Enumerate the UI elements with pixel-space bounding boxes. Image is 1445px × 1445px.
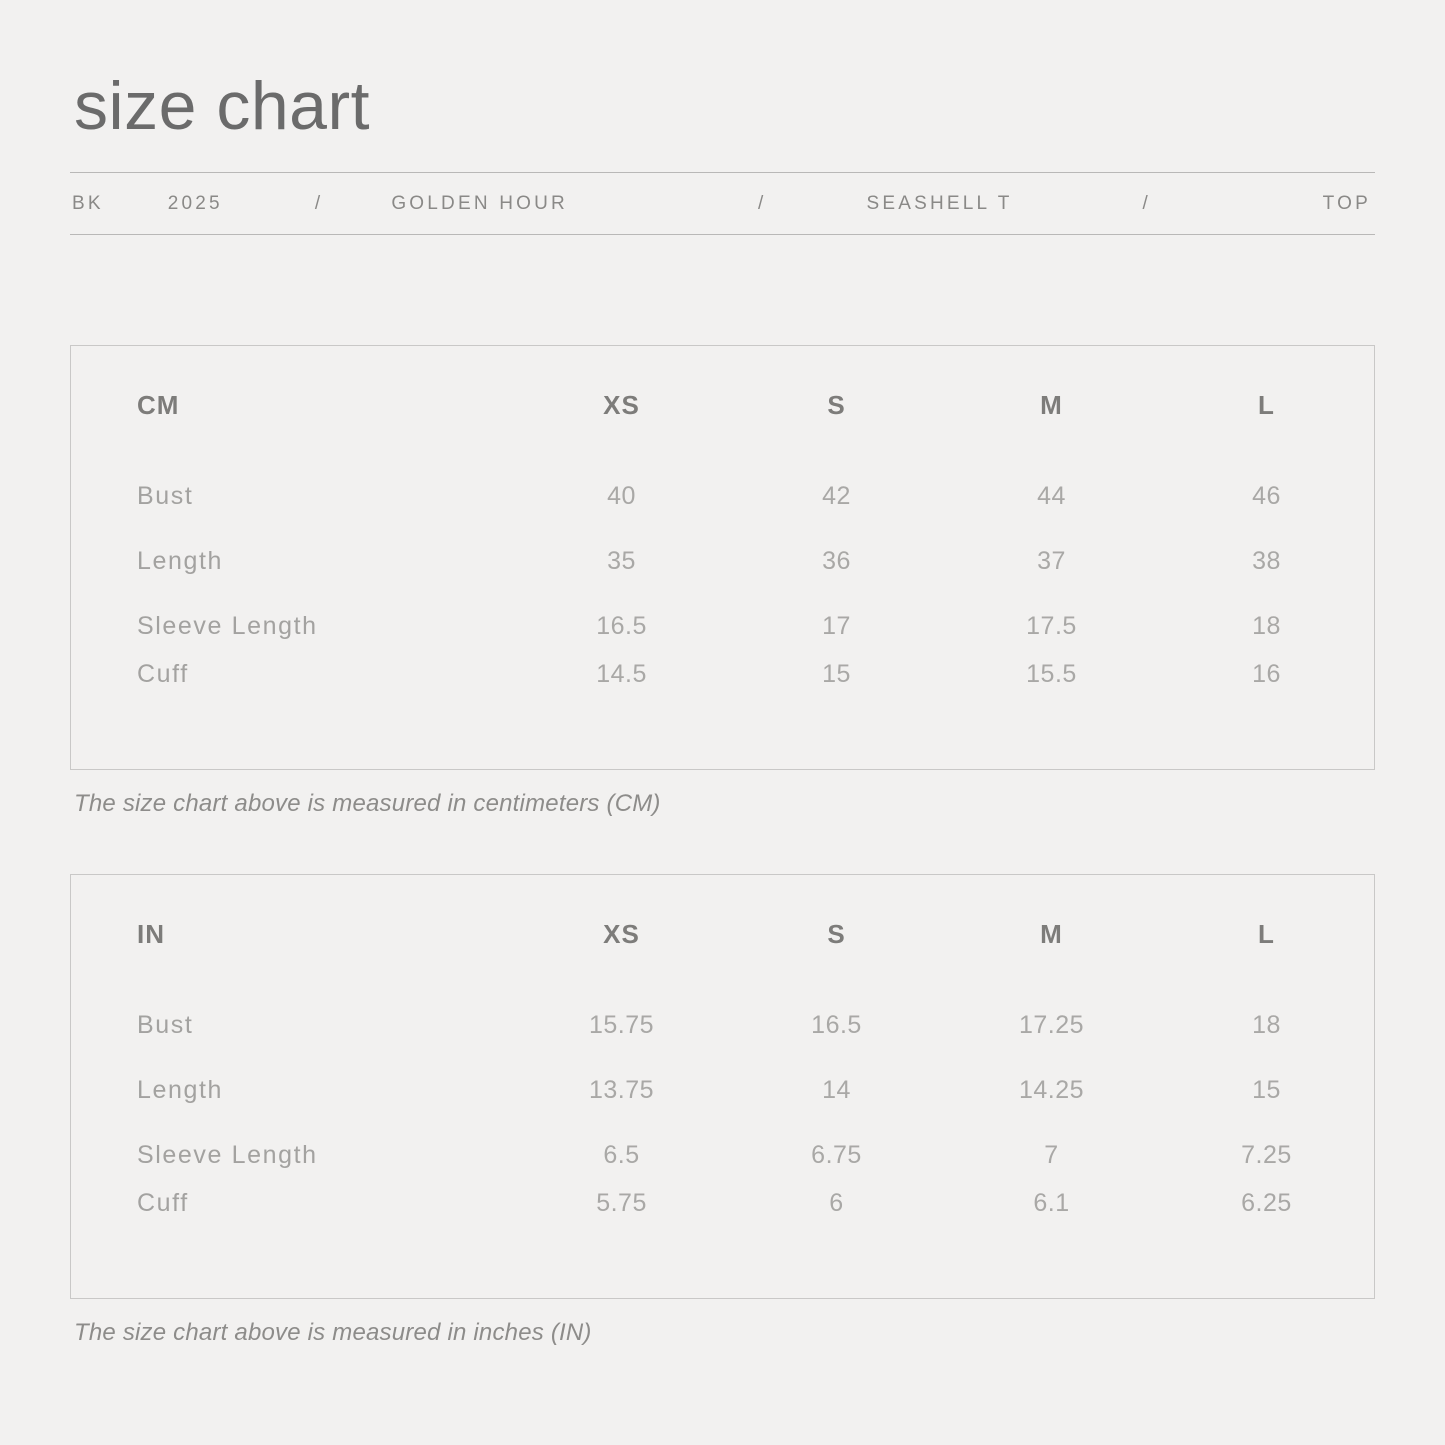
page-title: size chart — [74, 68, 370, 144]
table-row — [71, 594, 1374, 659]
cell-length-xs: 13.75 — [588, 1076, 655, 1104]
breadcrumb-brand: BK — [72, 192, 104, 214]
cell-cuff-xs: 5.75 — [596, 1189, 647, 1217]
cell-cuff-m: 6.1 — [1033, 1189, 1070, 1217]
column-header-s: S — [827, 389, 846, 420]
cell-length-m: 37 — [1037, 547, 1066, 575]
caption-in: The size chart above is measured in inches (IN) — [74, 1319, 592, 1346]
table-row — [71, 464, 1374, 529]
breadcrumb-separator: / — [314, 192, 324, 214]
cell-cuff-xs: 14.5 — [596, 660, 647, 688]
size-table-cm — [70, 345, 1375, 770]
table-header-row — [71, 346, 1374, 464]
cell-bust-l: 46 — [1252, 482, 1281, 510]
breadcrumb — [70, 173, 1375, 235]
row-label-length: Length — [137, 1076, 224, 1104]
cell-sleeve-xs: 16.5 — [596, 612, 647, 640]
cell-bust-s: 42 — [822, 482, 851, 510]
cell-cuff-l: 6.25 — [1241, 1189, 1292, 1217]
size-table-in — [70, 874, 1375, 1299]
cell-length-xs: 35 — [607, 547, 636, 575]
row-label-cuff: Cuff — [137, 1189, 189, 1217]
table-row — [71, 1058, 1374, 1123]
measurements-table-in — [71, 875, 1374, 1298]
breadcrumb-collection: GOLDEN HOUR — [391, 192, 568, 214]
column-header-xs: XS — [603, 918, 640, 949]
table-row — [71, 993, 1374, 1058]
cell-sleeve-s: 17 — [822, 612, 851, 640]
column-header-m: M — [1040, 389, 1063, 420]
cell-length-l: 15 — [1252, 1076, 1281, 1104]
cell-cuff-m: 15.5 — [1026, 660, 1077, 688]
column-header-l: L — [1258, 389, 1275, 420]
cell-length-m: 14.25 — [1018, 1076, 1085, 1104]
cell-sleeve-s: 6.75 — [811, 1141, 862, 1169]
row-label-sleeve-length: Sleeve Length — [137, 1141, 318, 1169]
table-row — [71, 1188, 1374, 1298]
unit-label-in: IN — [137, 918, 165, 949]
column-header-xs: XS — [603, 389, 640, 420]
cell-bust-l: 18 — [1252, 1011, 1281, 1039]
measurements-table-cm — [71, 346, 1374, 769]
column-header-s: S — [827, 918, 846, 949]
cell-length-l: 38 — [1252, 547, 1281, 575]
breadcrumb-separator: / — [757, 192, 767, 214]
cell-cuff-s: 15 — [822, 660, 851, 688]
cell-length-s: 36 — [822, 547, 851, 575]
cell-sleeve-m: 7 — [1044, 1141, 1059, 1169]
breadcrumb-product: SEASHELL T — [866, 192, 1013, 214]
column-header-m: M — [1040, 918, 1063, 949]
cell-bust-m: 17.25 — [1018, 1011, 1085, 1039]
cell-bust-xs: 40 — [607, 482, 636, 510]
cell-bust-m: 44 — [1037, 482, 1066, 510]
row-label-length: Length — [137, 547, 224, 575]
unit-label-cm: CM — [137, 389, 180, 420]
caption-cm: The size chart above is measured in centimeters (CM) — [74, 790, 661, 817]
cell-cuff-l: 16 — [1252, 660, 1281, 688]
cell-cuff-s: 6 — [829, 1189, 844, 1217]
cell-length-s: 14 — [822, 1076, 851, 1104]
table-row — [71, 529, 1374, 594]
cell-sleeve-xs: 6.5 — [603, 1141, 640, 1169]
cell-sleeve-m: 17.5 — [1026, 612, 1077, 640]
cell-bust-xs: 15.75 — [588, 1011, 655, 1039]
breadcrumb-year: 2025 — [167, 192, 223, 214]
table-header-row — [71, 875, 1374, 993]
breadcrumb-type: TOP — [1322, 192, 1371, 214]
row-label-bust: Bust — [137, 1011, 194, 1039]
table-row — [71, 1123, 1374, 1188]
row-label-sleeve-length: Sleeve Length — [137, 612, 318, 640]
cell-sleeve-l: 7.25 — [1241, 1141, 1292, 1169]
breadcrumb-separator: / — [1142, 192, 1152, 214]
row-label-cuff: Cuff — [137, 660, 189, 688]
row-label-bust: Bust — [137, 482, 194, 510]
table-row — [71, 659, 1374, 769]
column-header-l: L — [1258, 918, 1275, 949]
cell-bust-s: 16.5 — [811, 1011, 862, 1039]
cell-sleeve-l: 18 — [1252, 612, 1281, 640]
